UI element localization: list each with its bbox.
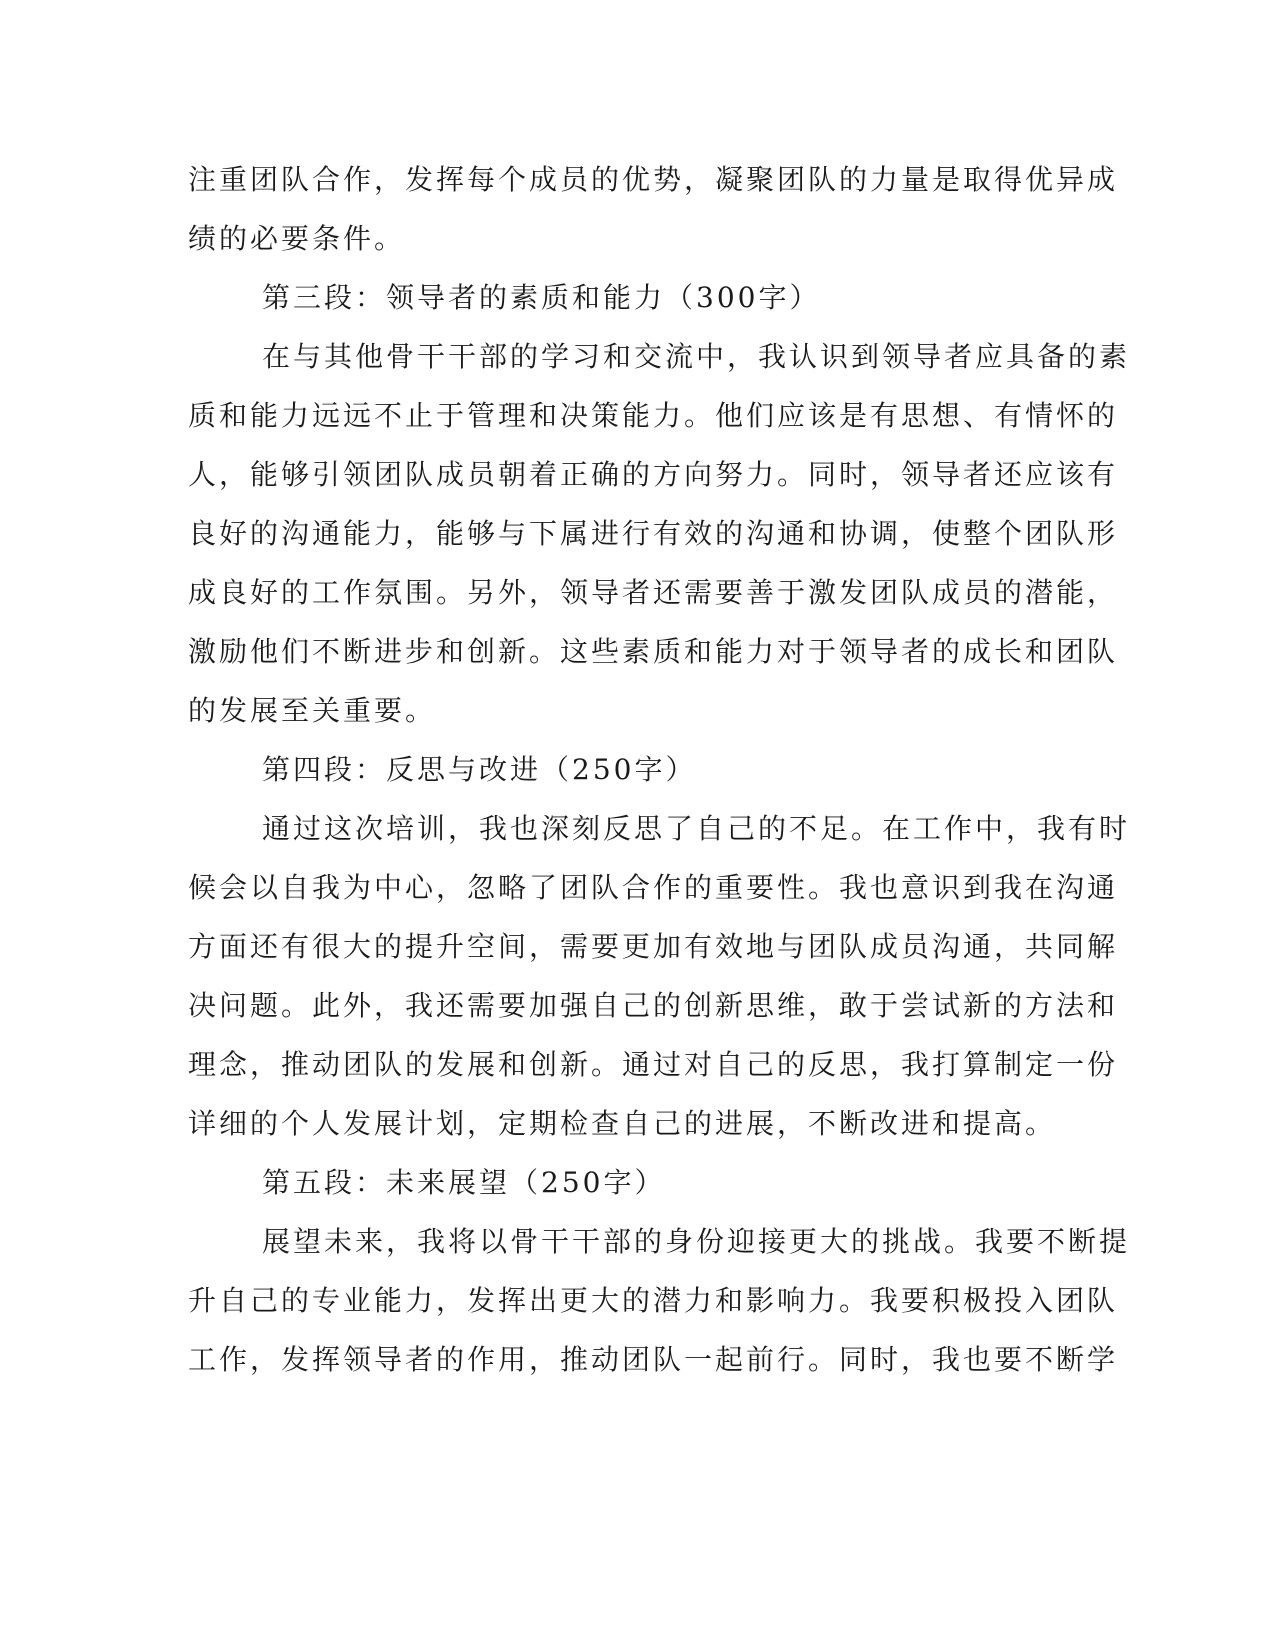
text-line: 工作，发挥领导者的作用，推动团队一起前行。同时，我也要不断学 xyxy=(188,1343,1119,1376)
text-line: 良好的沟通能力，能够与下属进行有效的沟通和协调，使整个团队形 xyxy=(188,517,1119,550)
text-line: 候会以自我为中心，忽略了团队合作的重要性。我也意识到我在沟通 xyxy=(188,871,1119,904)
text-line: 通过这次培训，我也深刻反思了自己的不足。在工作中，我有时 xyxy=(262,812,1131,845)
text-line: 绩的必要条件。 xyxy=(188,222,406,255)
text-line: 理念，推动团队的发展和创新。通过对自己的反思，我打算制定一份 xyxy=(188,1048,1119,1081)
text-line: 注重团队合作，发挥每个成员的优势，凝聚团队的力量是取得优异成 xyxy=(188,163,1119,196)
text-line: 成良好的工作氛围。另外，领导者还需要善于激发团队成员的潜能， xyxy=(188,576,1119,609)
section-heading: 第五段：未来展望（250字） xyxy=(262,1166,666,1199)
text-line: 详细的个人发展计划，定期检查自己的进展，不断改进和提高。 xyxy=(188,1107,1057,1140)
text-line: 展望未来，我将以骨干干部的身份迎接更大的挑战。我要不断提 xyxy=(262,1225,1131,1258)
text-line: 在与其他骨干干部的学习和交流中，我认识到领导者应具备的素 xyxy=(262,340,1131,373)
text-line: 决问题。此外，我还需要加强自己的创新思维，敢于尝试新的方法和 xyxy=(188,989,1119,1022)
text-line: 方面还有很大的提升空间，需要更加有效地与团队成员沟通，共同解 xyxy=(188,930,1119,963)
text-line: 激励他们不断进步和创新。这些素质和能力对于领导者的成长和团队 xyxy=(188,635,1119,668)
text-line: 质和能力远远不止于管理和决策能力。他们应该是有思想、有情怀的 xyxy=(188,399,1119,432)
text-line: 的发展至关重要。 xyxy=(188,694,437,727)
text-line: 升自己的专业能力，发挥出更大的潜力和影响力。我要积极投入团队 xyxy=(188,1284,1119,1317)
section-heading: 第三段：领导者的素质和能力（300字） xyxy=(262,281,821,314)
section-heading: 第四段：反思与改进（250字） xyxy=(262,753,697,786)
text-line: 人，能够引领团队成员朝着正确的方向努力。同时，领导者还应该有 xyxy=(188,458,1119,491)
